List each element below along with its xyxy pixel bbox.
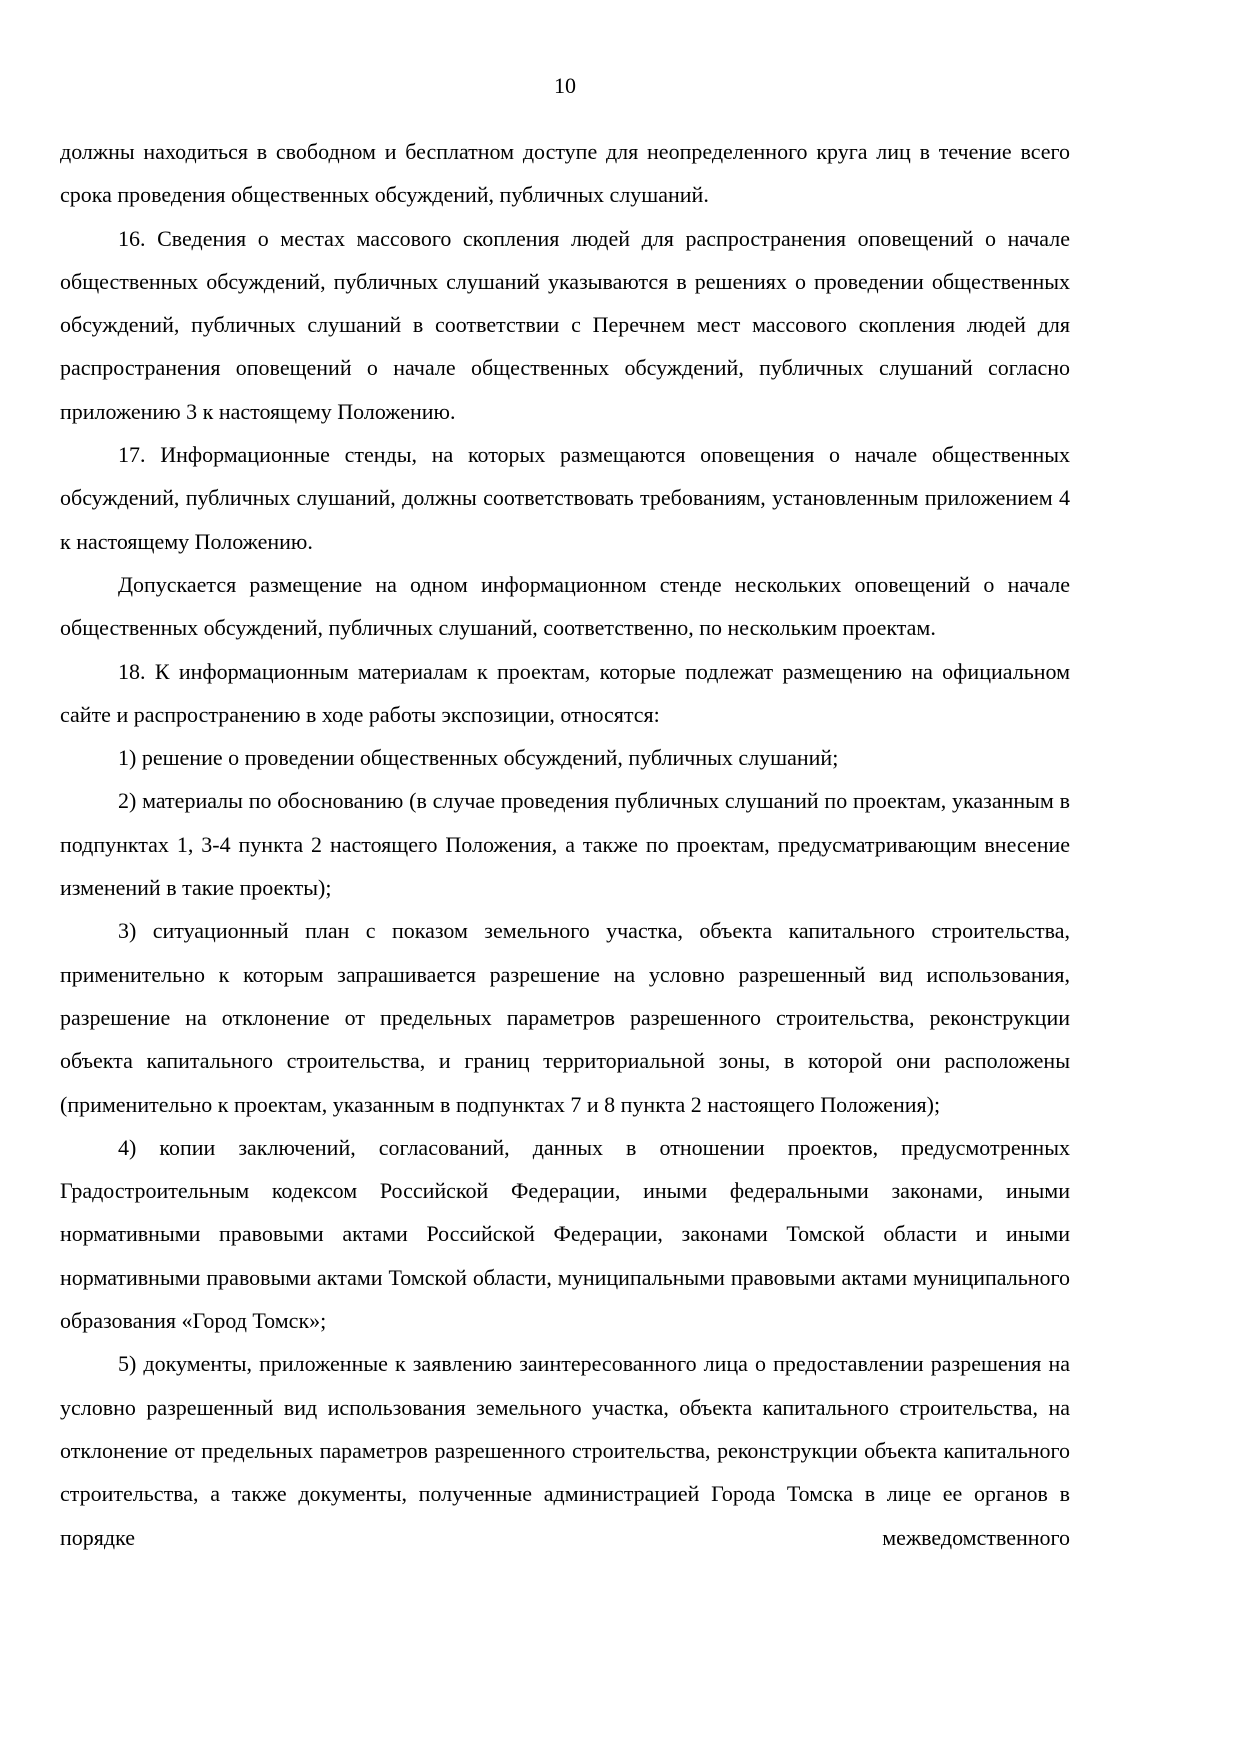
paragraph-item-17: 17. Информационные стенды, на которых размещаются оповещения о начале общественных обсуждений, публичных слушаний, должны соответствовать требованиям, установленным приложением 4 к настоящему Положению.: [60, 442, 1070, 554]
list-item-4: 4) копии заключений, согласований, данных в отношении проектов, предусмотренных Градостроительным кодексом Российской Федерации, иными федеральными законами, иными нормативными правовыми актами Российской Федерации, законами Томской области и иными нормативными правовыми актами Томской области, муниципальными правовыми актами муниципального образования «Город Томск»;: [60, 1134, 1070, 1334]
list-item-2: 2) материалы по обоснованию (в случае проведения публичных слушаний по проектам, указанным в подпунктах 1, 3-4 пункта 2 настоящего Положения, а также по проектам, предусматривающим внесение изменений в такие проекты);: [60, 788, 1070, 901]
list-item-1: 1) решение о проведении общественных обсуждений, публичных слушаний;: [118, 745, 839, 771]
document-body: [60, 130, 1070, 1559]
paragraph-item-18: 18. К информационным материалам к проектам, которые подлежат размещению на официальном сайте и распространению в ходе работы экспозиции, относятся:: [60, 658, 1070, 727]
paragraph-continuation: должны находиться в свободном и бесплатном доступе для неопределенного круга лиц в течение всего срока проведения общественных обсуждений, публичных слушаний.: [60, 139, 1070, 208]
page-number: 10: [554, 73, 576, 98]
paragraph-stands-note: Допускается размещение на одном информационном стенде нескольких оповещений о начале общественных обсуждений, публичных слушаний, соответственно, по нескольким проектам.: [60, 571, 1070, 641]
list-item-3: 3) ситуационный план с показом земельного участка, объекта капитального строительства, применительно к которым запрашивается разрешение на условно разрешенный вид использования, разрешение на отклонение от предельных параметров разрешенного строительства, реконструкции объекта капитального строительства, и границ территориальной зоны, в которой они расположены (применительно к проектам, указанным в подпунктах 7 и 8 пункта 2 настоящего Положения);: [60, 918, 1070, 1117]
paragraph-item-16: 16. Сведения о местах массового скопления людей для распространения оповещений о начале общественных обсуждений, публичных слушаний указываются в решениях о проведении общественных обсуждений, публичных слушаний в соответствии с Перечнем мест массового скопления людей для распространения оповещений о начале общественных обсуждений, публичных слушаний согласно приложению 3 к настоящему Положению.: [60, 225, 1070, 424]
list-item-5: 5) документы, приложенные к заявлению заинтересованного лица о предоставлении разрешения на условно разрешенный вид использования земельного участка, объекта капитального строительства, на отклонение от предельных параметров разрешенного строительства, реконструкции объекта капитального строительства, а также документы, полученные администрацией Города Томска в лице ее органов в порядке межведомственного: [60, 1351, 1070, 1550]
